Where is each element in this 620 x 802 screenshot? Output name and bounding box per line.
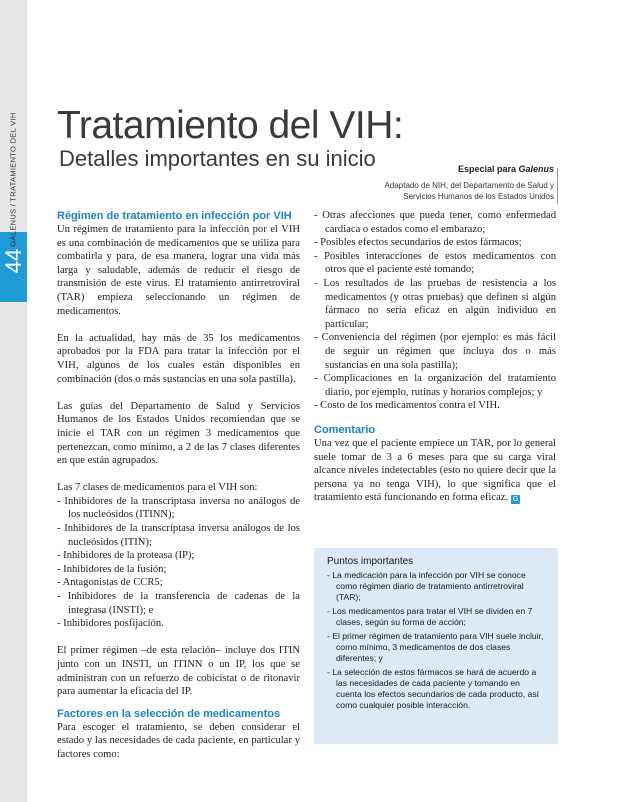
section-heading-regimen: Régimen de tratamiento en infección por VIH [57, 210, 292, 222]
byline [458, 164, 554, 174]
byline-divider [557, 168, 558, 204]
list-item: - El primer régimen de tratamiento para VIH suele incluir, como mínimo, 3 medicamentos de dos clases diferentes; y [327, 631, 544, 663]
key-points-heading: Puntos importantes [327, 556, 414, 567]
list-item: - La medicación para la infección por VIH se conoce como régimen diario de tratamiento antirretroviral (TAR); [327, 570, 526, 602]
article-subtitle: Detalles importantes en su inicio [59, 146, 376, 171]
factors-list [314, 209, 556, 413]
list-item: - Posibles efectos secundarios de estos fármacos; [314, 237, 522, 249]
comment-text: Una vez que el paciente empiece un TAR, por lo general suele tomar de 3 a 6 meses para que su carga viral alcance niveles indetectables (esto no quiere decir que la persona ya no tenga VIH), lo que significa que el tratamiento está funcionando en forma eficaz. [314, 437, 556, 504]
paragraph: El primer régimen –de esta relación– incluye dos ITIN junto con un INSTI, un ITINN o un IP, los que se administran con un refuerzo de cobicistat o de ritonavir para aumentar la eficacia del IP. [57, 645, 300, 698]
list-item: - Los resultados de las pruebas de resistencia a los medicamentos (y otras pruebas) que definen si algún fármaco no sería eficaz en algún individuo en particular; [314, 277, 556, 330]
article-title: Tratamiento del VIH: [57, 104, 404, 147]
paragraph: Un régimen de tratamiento para la infección por el VIH es una combinación de medicamentos que se utiliza para combatirla y para, de esa manera, lograr una vida más larga y saludable, además de reducir el riesgo de transmisión de este virus. El tratamiento antirretroviral (TAR) empieza seleccionando un régimen de medicamentos. [57, 224, 300, 317]
paragraph: Las guías del Departamento de Salud y Servicios Humanos de los Estados Unidos recomiendan que se inicie el TAR con un régimen 3 medicamentos que pertenezcan, como mínimo, a 2 de las 7 clases diferentes en que están agrupados. [57, 400, 300, 467]
byline-publication: Galenus [518, 164, 554, 174]
section-heading-factores: Factores en la selección de medicamentos [57, 707, 281, 720]
paragraph: Para escoger el tratamiento, se deben considerar el estado y las necesidades de cada paciente, en particular y factores como: [57, 721, 300, 760]
list-item: - Inhibidores de la transcriptasa inversa no análogos de los nucleósidos (ITINN); [57, 495, 300, 521]
list-item: - Conveniencia del régimen (por ejemplo: es más fácil de seguir un régimen que incluya dos o más sustancias en una sola pastilla); [314, 332, 556, 371]
drug-classes-list [57, 495, 300, 631]
paragraph: Las 7 clases de medicamentos para el VIH son: [57, 482, 258, 494]
key-points-list [327, 570, 545, 714]
byline-prefix: Especial para [457, 164, 519, 174]
source-note: Adaptado de NIH, del Departamento de Salud y Servicios Humanos de los Estados Unidos [384, 181, 554, 201]
list-item: - Inhibidores posfijación. [57, 618, 164, 630]
list-item: - Los medicamentos para tratar el VIH se dividen en 7 clases, según su forma de acción; [327, 606, 533, 627]
list-item: - Inhibidores de la proteasa (IP); [57, 550, 195, 562]
paragraph [314, 437, 556, 505]
paragraph: En la actualidad, hay más de 35 los medicamentos aprobados por la FDA para tratar la infección por el VIH, algunos de los cuales están disponibles en combinación (dos o más sustancias en una sola pastilla). [57, 332, 300, 385]
column-right [314, 209, 556, 505]
list-item: - Otras afecciones que pueda tener, como enfermedad cardiaca o estados como el embarazo; [314, 210, 556, 235]
list-item: - Complicaciones en la organización del tratamiento diario, por ejemplo, rutinas y horarios complejos; y [314, 373, 556, 398]
list-item: - Inhibidores de la transferencia de cadenas de la integrasa (INSTI); e [57, 591, 300, 616]
page-number: 44 [1, 248, 26, 274]
end-of-article-icon: G [512, 496, 519, 504]
list-item: - Antagonistas de CCR5; [57, 577, 163, 589]
list-item: - Costo de los medicamentos contra el VIH. [314, 400, 500, 412]
list-item: - Posibles interacciones de estos medicamentos con otros que el paciente esté tomando; [314, 250, 556, 276]
running-head: GALENUS / TRATAMIENTO DEL VIH [8, 112, 18, 247]
key-points-box [314, 548, 558, 744]
list-item: - Inhibidores de la fusión; [57, 563, 167, 575]
list-item: - Inhibidores de la transcriptasa inversa análogos de los nucleósidos (ITIN); [57, 523, 300, 548]
list-item: - La selección de estos fármacos se hará de acuerdo a las necesidades de cada paciente y tomando en cuenta los efectos secundarios de cada producto, así como cualquier posible interacción. [327, 667, 540, 710]
section-heading-comentario: Comentario [314, 423, 376, 436]
column-left [57, 209, 300, 762]
